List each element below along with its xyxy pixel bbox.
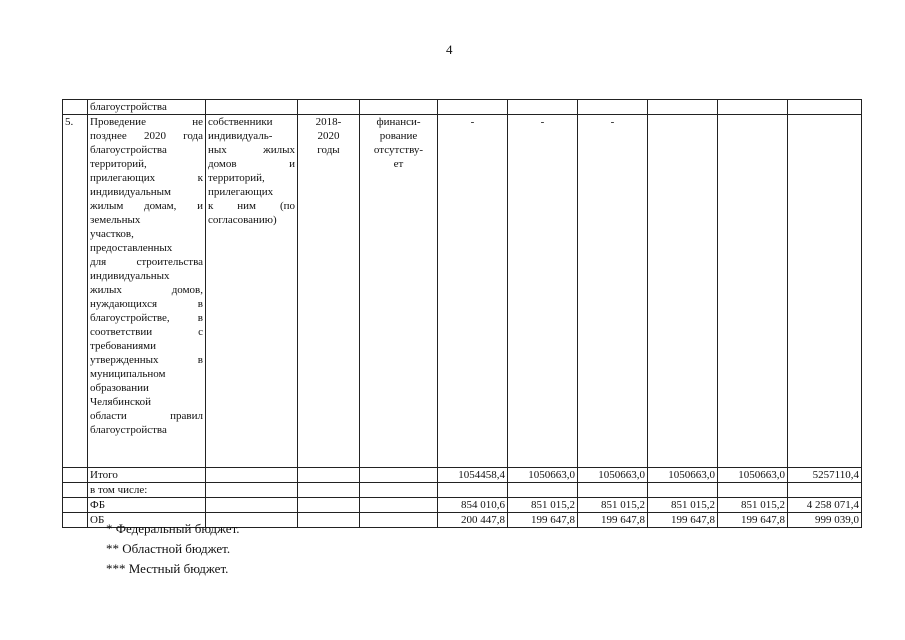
executor-cell: собственники индивидуаль- ных жилых домов и территорий, прилегающих к ним (по согласованию) [206, 115, 298, 468]
fb-value: 851 015,2 [578, 498, 648, 513]
table-row-total [63, 468, 862, 483]
total-label: Итого [88, 468, 206, 483]
value-cell [648, 115, 718, 468]
value-cell [718, 115, 788, 468]
footnote-federal: * Федеральный бюджет. [106, 521, 240, 536]
fb-value: 851 015,2 [718, 498, 788, 513]
total-value: 1050663,0 [508, 468, 578, 483]
total-value: 1050663,0 [648, 468, 718, 483]
ob-value: 199 647,8 [508, 513, 578, 528]
total-value: 5257110,4 [788, 468, 862, 483]
including-label: в том числе: [88, 483, 206, 498]
period-cell: 2018- 2020 годы [298, 115, 360, 468]
total-value: 1050663,0 [718, 468, 788, 483]
ob-value: 199 647,8 [718, 513, 788, 528]
ob-value: 200 447,8 [438, 513, 508, 528]
value-cell: - [438, 115, 508, 468]
value-cell: - [578, 115, 648, 468]
fb-label: ФБ [88, 498, 206, 513]
footnote-local: *** Местный бюджет. [106, 561, 229, 576]
ob-value: 199 647,8 [578, 513, 648, 528]
fb-value: 854 010,6 [438, 498, 508, 513]
financing-cell: финанси- рование отсутству- ет [360, 115, 438, 468]
row-number: 5. [63, 115, 88, 468]
table-row-top [63, 100, 862, 115]
ob-label: ОБ [88, 513, 206, 528]
ob-value: 199 647,8 [648, 513, 718, 528]
table-row-including [63, 483, 862, 498]
fb-value: 851 015,2 [648, 498, 718, 513]
page-number: 4 [446, 42, 453, 57]
program-table [62, 99, 862, 528]
table-row-fb [63, 498, 862, 513]
ob-value: 999 039,0 [788, 513, 862, 528]
total-value: 1054458,4 [438, 468, 508, 483]
footnote-regional: ** Областной бюджет. [106, 541, 231, 556]
fb-value: 851 015,2 [508, 498, 578, 513]
footnotes [106, 519, 240, 579]
desc-tail: благоустройства [88, 100, 206, 115]
value-cell [788, 115, 862, 468]
table-row-5 [63, 115, 862, 468]
total-value: 1050663,0 [578, 468, 648, 483]
fb-value: 4 258 071,4 [788, 498, 862, 513]
measure-description: Проведение не позднее 2020 года благоустройства территорий, прилегающих к индивидуальным жилым домам, и земельных участков, предоставленных для строительства индивидуальных жилых домов, нуждающихся в благоустройстве, в соответствии с требованиями утвержденных в муниципальном образовании Челябинской области правил благоустройства [88, 115, 206, 468]
value-cell: - [508, 115, 578, 468]
